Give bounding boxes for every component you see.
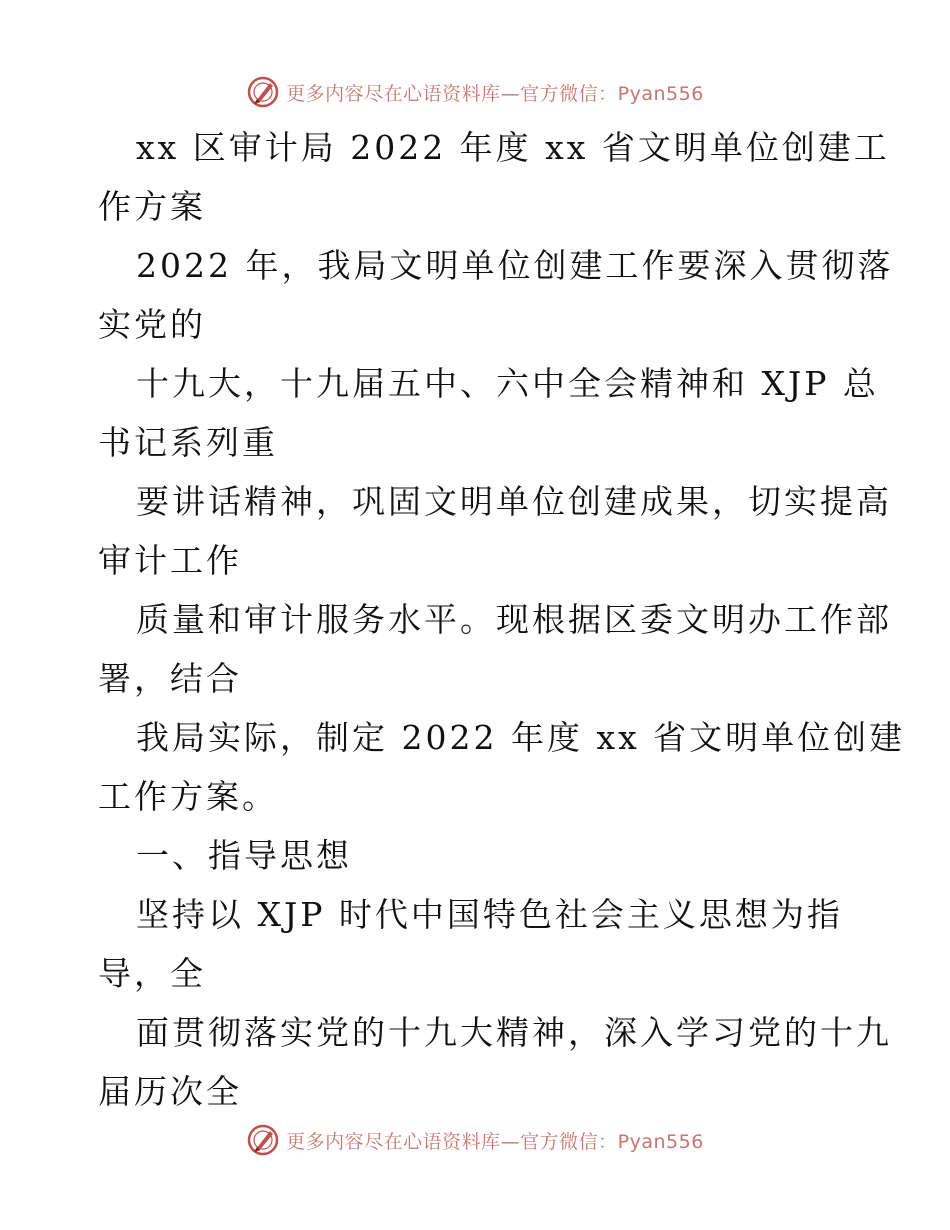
paragraph-line: 审计工作 — [98, 541, 242, 580]
footer-watermark — [0, 1120, 950, 1160]
document-body — [98, 118, 906, 1121]
section-heading: 一、指导思想 — [136, 836, 352, 875]
paragraph-line: 实党的 — [98, 305, 206, 344]
paragraph-line: 书记系列重 — [98, 423, 278, 462]
paragraph-line: 我局实际，制定 2022 年度 xx 省文明单位创建 — [136, 718, 906, 757]
paragraph-line: 届历次全 — [98, 1072, 242, 1111]
paragraph-line: 十九大，十九届五中、六中全会精神和 XJP 总 — [136, 364, 879, 403]
paragraph-line: 质量和审计服务水平。现根据区委文明办工作部 — [136, 600, 892, 639]
pen-nib-seal-icon — [246, 1123, 280, 1157]
paragraph-line: 工作方案。 — [98, 777, 278, 816]
watermark-text: 更多内容尽在心语资料库—官方微信：Pyan556 — [286, 1130, 704, 1153]
paragraph-line: 面贯彻落实党的十九大精神，深入学习党的十九 — [136, 1013, 892, 1052]
paragraph-line: 2022 年，我局文明单位创建工作要深入贯彻落 — [136, 246, 894, 285]
header-watermark — [0, 72, 950, 112]
watermark-text: 更多内容尽在心语资料库—官方微信：Pyan556 — [286, 82, 704, 105]
paragraph-line: 署，结合 — [98, 659, 242, 698]
paragraph-line: 坚持以 XJP 时代中国特色社会主义思想为指 — [136, 895, 843, 934]
paragraph-line: 导，全 — [98, 954, 206, 993]
title-line-1: xx 区审计局 2022 年度 xx 省文明单位创建工 — [136, 128, 890, 167]
pen-nib-seal-icon — [246, 75, 280, 109]
title-line-2: 作方案 — [98, 187, 206, 226]
paragraph-line: 要讲话精神，巩固文明单位创建成果，切实提高 — [136, 482, 892, 521]
